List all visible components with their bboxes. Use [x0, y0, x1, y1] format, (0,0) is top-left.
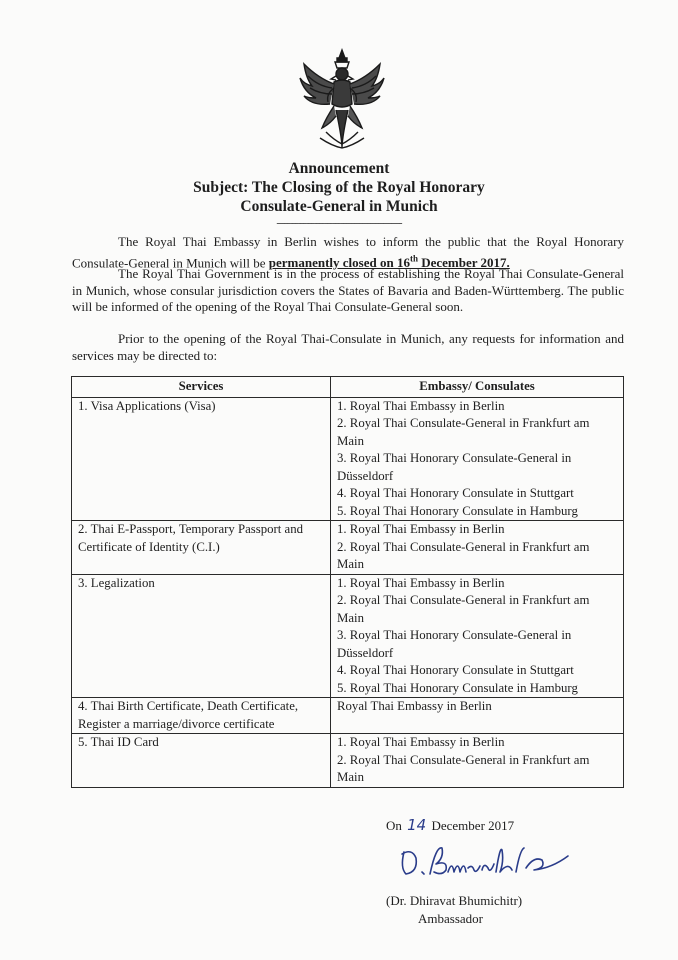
office-item: 5. Royal Thai Honorary Consulate in Hamburg	[337, 503, 578, 518]
offices-cell	[331, 734, 624, 788]
subject-line-1: Subject: The Closing of the Royal Honorary	[193, 179, 485, 196]
office-item: 4. Royal Thai Honorary Consulate in Stuttgart	[337, 486, 574, 500]
header-embassy-consulates: Embassy/ Consulates	[331, 377, 624, 398]
closing-date-emphasis-text: permanently closed on 16	[268, 254, 410, 270]
table-header-row	[72, 377, 624, 398]
paragraph-new-consulate: The Royal Thai Government is in the process of establishing the Royal Thai Consulate-General in Munich, whose consular jurisdiction covers the States of Bavaria and Baden-Württemberg. The public will be informed of the opening of the Royal Thai Consulate-General soon.	[72, 266, 624, 314]
services-table	[71, 376, 624, 788]
office-item: 3. Royal Thai Honorary Consulate-General in Düsseldorf	[337, 628, 572, 660]
date-line	[386, 816, 514, 834]
office-item: 1. Royal Thai Embassy in Berlin	[337, 735, 505, 749]
closing-date-emphasis-end: December 2017.	[417, 254, 510, 270]
table-row	[72, 521, 624, 575]
header-services: Services	[72, 377, 331, 398]
office-item: 1. Royal Thai Embassy in Berlin	[337, 575, 505, 590]
date-month-year: December 2017	[431, 818, 515, 833]
service-cell: 4. Thai Birth Certificate, Death Certificate, Register a marriage/divorce certificate	[72, 698, 331, 734]
announcement-title: Announcement	[288, 160, 390, 177]
paragraph-directions: Prior to the opening of the Royal Thai-Consulate in Munich, any requests for information and services may be directed to:	[72, 331, 624, 363]
office-item: 2. Royal Thai Consulate-General in Frankfurt am Main	[337, 593, 590, 625]
office-item: Royal Thai Embassy in Berlin	[337, 699, 492, 713]
table-row	[72, 397, 624, 521]
offices-cell	[331, 397, 624, 521]
date-day-handwritten: 14	[407, 816, 427, 834]
subject-line-2: Consulate-General in Munich	[240, 198, 438, 215]
garuda-emblem-icon	[296, 48, 388, 150]
service-cell: 5. Thai ID Card	[72, 734, 331, 788]
signatory-name: (Dr. Dhiravat Bhumichitr)	[386, 893, 523, 908]
table-row	[72, 698, 624, 734]
table-row	[72, 734, 624, 788]
office-item: 4. Royal Thai Honorary Consulate in Stuttgart	[337, 663, 574, 677]
table-row	[72, 574, 624, 698]
office-item: 5. Royal Thai Honorary Consulate in Hamburg	[337, 680, 578, 695]
office-item: 1. Royal Thai Embassy in Berlin	[337, 398, 505, 413]
heading-separator: -----------------------------------------------	[276, 217, 402, 229]
office-item: 3. Royal Thai Honorary Consulate-General in Düsseldorf	[337, 451, 572, 483]
service-cell: 3. Legalization	[72, 574, 331, 698]
signatory-title: Ambassador	[418, 911, 483, 926]
ambassador-signature	[396, 838, 576, 882]
offices-cell	[331, 521, 624, 575]
office-item: 1. Royal Thai Embassy in Berlin	[337, 522, 505, 536]
offices-cell	[331, 698, 624, 734]
office-item: 2. Royal Thai Consulate-General in Frankfurt am Main	[337, 416, 590, 448]
service-cell: 1. Visa Applications (Visa)	[72, 397, 331, 521]
office-item: 2. Royal Thai Consulate-General in Frankfurt am Main	[337, 539, 590, 571]
closing-date-superscript: th	[409, 253, 418, 264]
office-item: 2. Royal Thai Consulate-General in Frankfurt am Main	[337, 752, 590, 784]
date-on-label: On	[386, 818, 402, 833]
offices-cell	[331, 574, 624, 698]
service-cell: 2. Thai E-Passport, Temporary Passport and Certificate of Identity (C.I.)	[72, 521, 331, 575]
paragraph-1-text: The Royal Thai Embassy in Berlin wishes to inform the public that the Royal Honorary Consulate-General in Munich will be	[72, 234, 624, 270]
